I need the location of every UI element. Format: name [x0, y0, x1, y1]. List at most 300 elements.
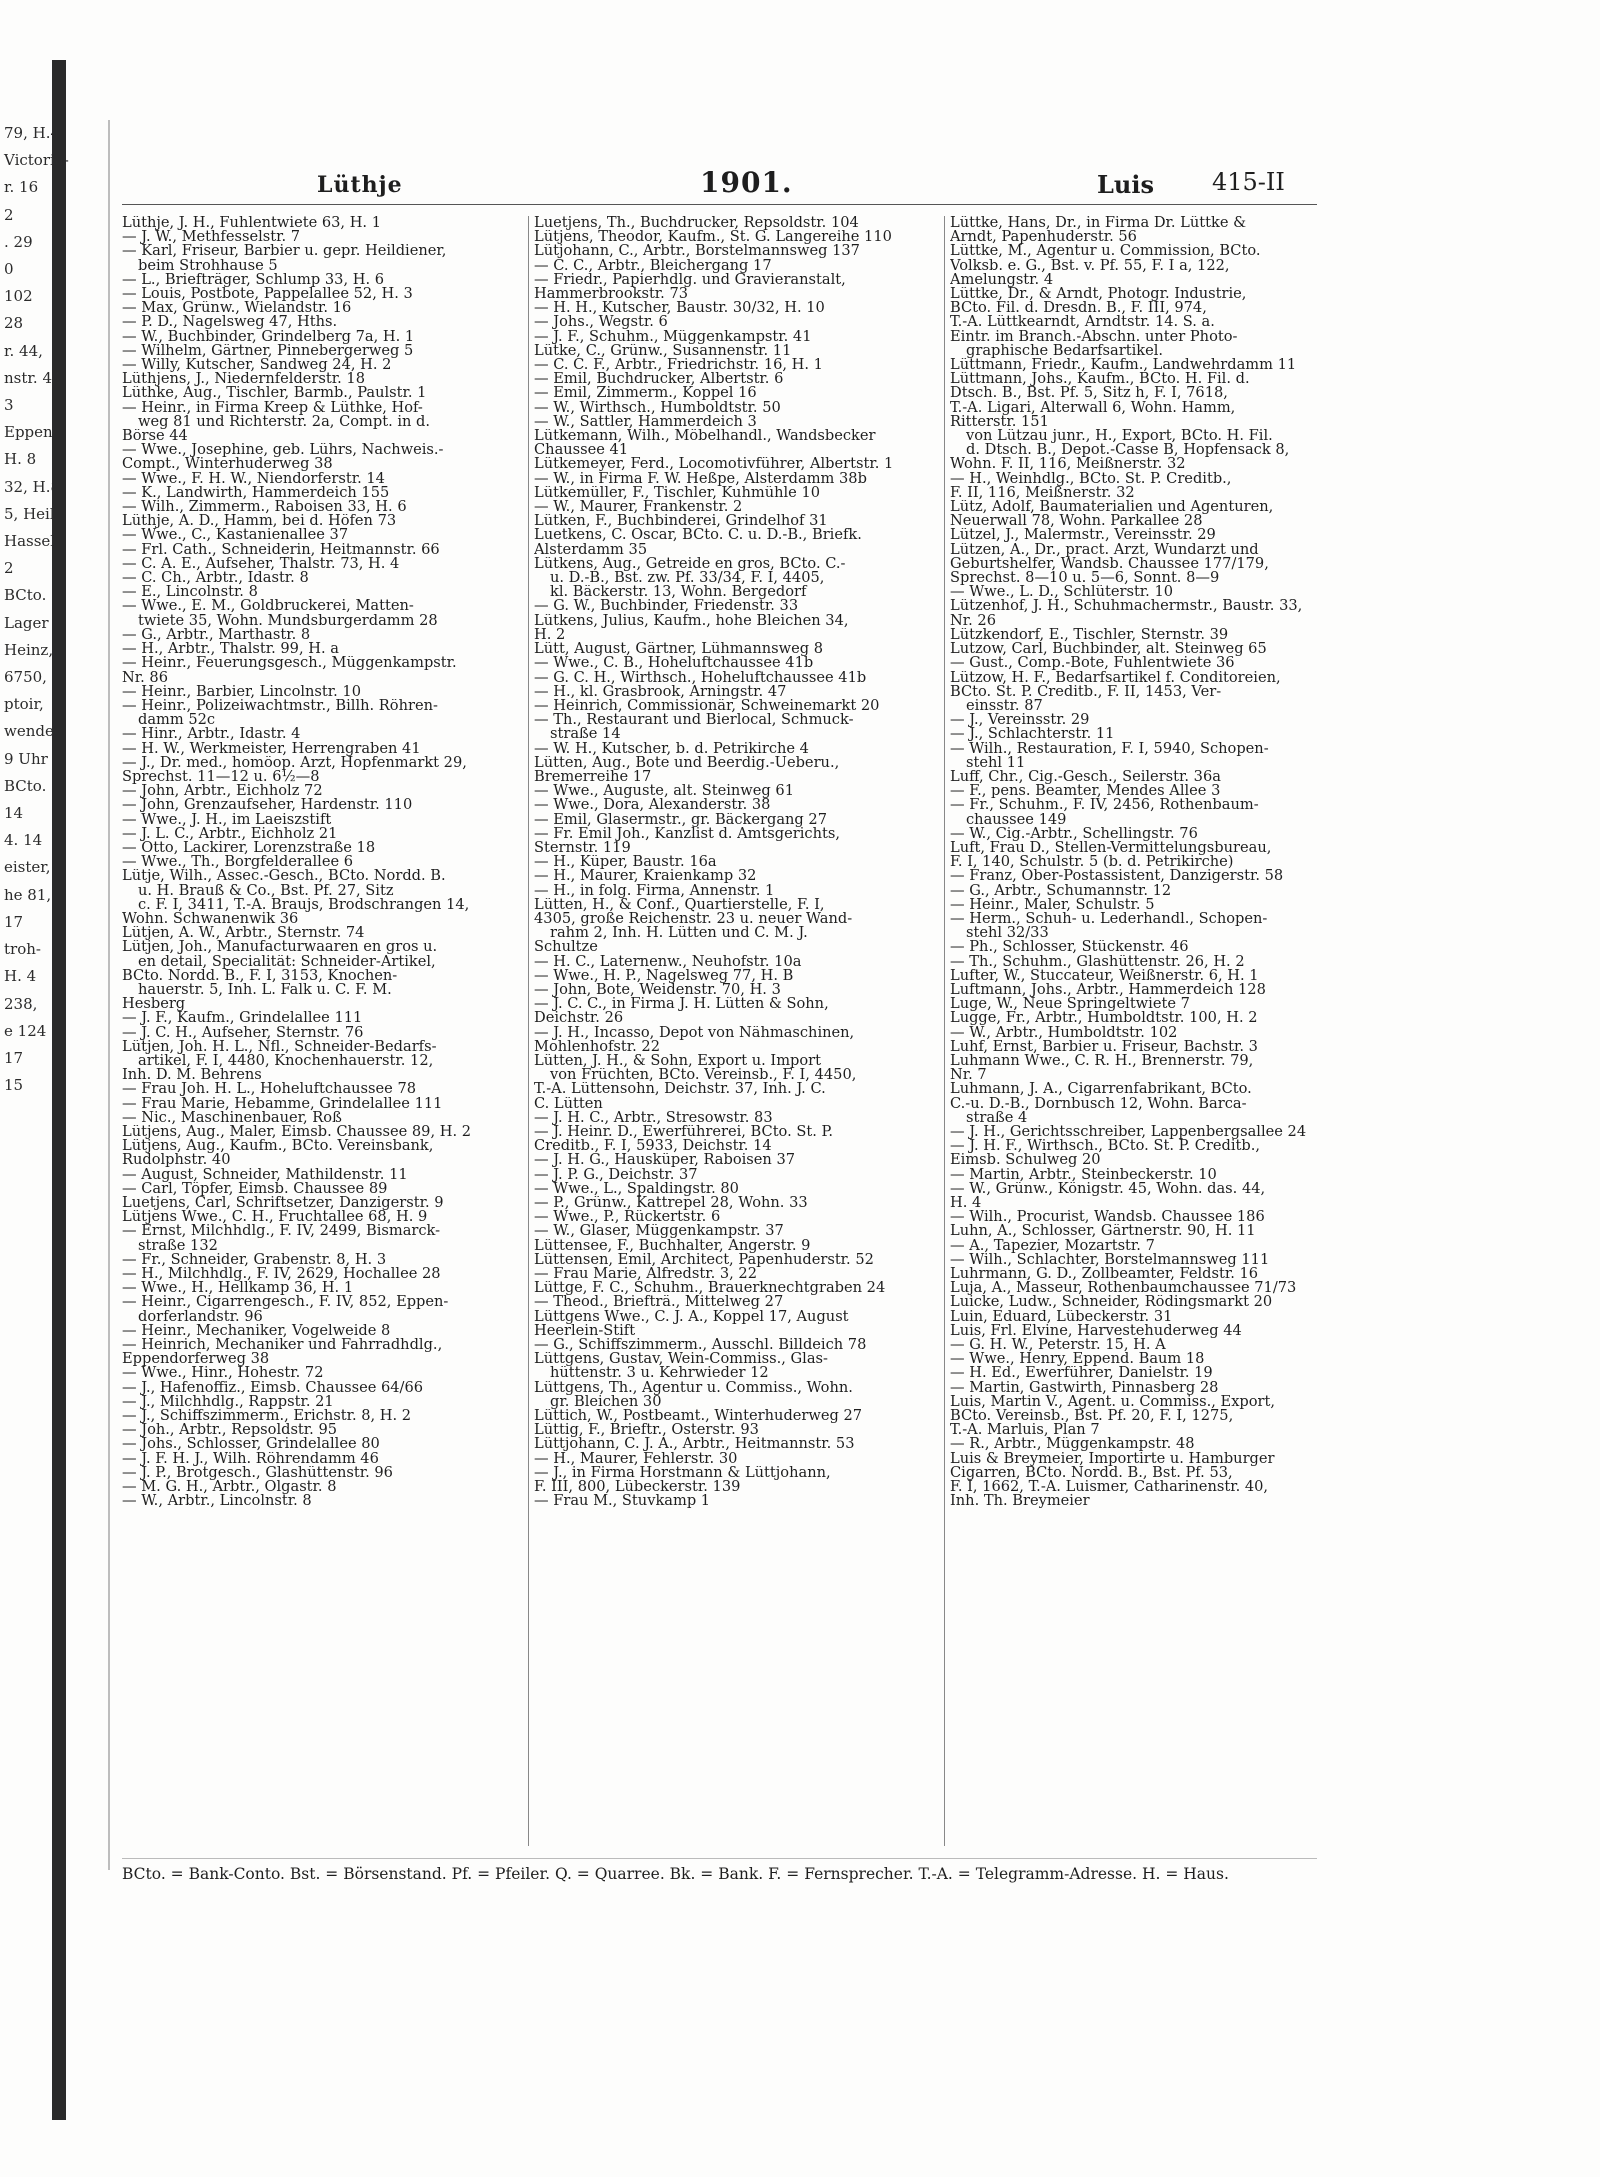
- directory-entry-line: Luhf, Ernst, Barbier u. Friseur, Bachstr. 3: [950, 1039, 1258, 1054]
- directory-entry-line: hauerstr. 5, Inh. L. Falk u. C. F. M.: [138, 982, 392, 998]
- directory-entry-line: — J. L. C., Arbtr., Eichholz 21: [122, 826, 338, 841]
- directory-entry-line: — H., Milchhdlg., F. IV, 2629, Hochallee 28: [122, 1267, 441, 1282]
- directory-entry-line: — J., Schlachterstr. 11: [950, 727, 1115, 742]
- directory-entry-line: — J. P. G., Deichstr. 37: [534, 1167, 698, 1182]
- directory-entry-line: — R., Arbtr., Müggenkampstr. 48: [950, 1437, 1195, 1452]
- directory-entry-line: Lütjens Wwe., C. H., Fruchtallee 68, H. 9: [122, 1210, 428, 1225]
- directory-entry-line: — Wwe., F. H. W., Niendorferstr. 14: [122, 471, 385, 486]
- directory-entry-line: — Heinr., in Firma Kreep & Lüthke, Hof-: [122, 400, 423, 415]
- directory-entry-line: kl. Bäckerstr. 13, Wohn. Bergedorf: [550, 585, 807, 600]
- directory-entry-line: — Wwe., Th., Borgfelderallee 6: [122, 855, 354, 870]
- directory-entry-line: — J., Hafenoffiz., Eimsb. Chaussee 64/66: [122, 1380, 424, 1395]
- directory-entry-line: Lüthje, A. D., Hamm, bei d. Höfen 73: [122, 514, 397, 529]
- directory-entry-line: weg 81 und Richterstr. 2a, Compt. in d.: [138, 414, 431, 430]
- directory-entry-line: gr. Bleichen 30: [550, 1394, 662, 1410]
- previous-page-fragment: troh-: [4, 940, 41, 959]
- directory-entry-line: — John, Bote, Weidenstr. 70, H. 3: [534, 982, 781, 998]
- directory-entry-line: — Frau M., Stuvkamp 1: [534, 1494, 711, 1509]
- directory-entry-line: Sprechst. 8—10 u. 5—6, Sonnt. 8—9: [950, 571, 1220, 586]
- directory-entry-line: — C. A. E., Aufseher, Thalstr. 73, H. 4: [122, 556, 400, 572]
- directory-entry-line: — Herm., Schuh- u. Lederhandl., Schopen-: [950, 911, 1268, 927]
- directory-entry-line: Wohn. F. II, 116, Meißnerstr. 32: [950, 457, 1186, 472]
- previous-page-fragment: he 81,: [4, 885, 52, 904]
- directory-entry-line: Eintr. im Branch.-Abschn. unter Photo-: [950, 329, 1238, 344]
- directory-entry-line: — H., Weinhdlg., BCto. St. P. Creditb.,: [950, 471, 1232, 486]
- directory-entry-line: Lützen, A., Dr., pract. Arzt, Wundarzt und: [950, 542, 1259, 557]
- directory-entry-line: — H., Küper, Baustr. 16a: [534, 855, 717, 870]
- directory-entry-line: — Heinr., Feuerungsgesch., Müggenkampstr.: [122, 656, 457, 671]
- directory-entry-line: Lützenhof, J. H., Schuhmachermstr., Baustr. 33,: [950, 599, 1303, 614]
- directory-entry-line: Lütje, Wilh., Assec.-Gesch., BCto. Nordd. B.: [122, 869, 446, 884]
- directory-entry-line: T.-A. Ligari, Alterwall 6, Wohn. Hamm,: [950, 400, 1236, 415]
- directory-entry-line: — Joh., Arbtr., Repsoldstr. 95: [122, 1423, 338, 1438]
- previous-page-fragment: Heinz,: [4, 640, 54, 659]
- directory-entry-line: Eppendorferweg 38: [122, 1352, 270, 1367]
- directory-entry-line: — Wwe., C. B., Hoheluftchaussee 41b: [534, 656, 814, 671]
- directory-entry-line: hüttenstr. 3 u. Kehrwieder 12: [550, 1366, 769, 1381]
- directory-entry-line: Nr. 26: [950, 613, 996, 628]
- previous-page-fragment: 28: [4, 314, 24, 333]
- previous-page-fragment: . 29: [4, 232, 33, 251]
- directory-entry-line: Neuerwall 78, Wohn. Parkallee 28: [950, 514, 1203, 529]
- directory-entry-line: Lütke, C., Grünw., Susannenstr. 11: [534, 343, 792, 359]
- previous-page-fragment: 15: [4, 1076, 24, 1095]
- directory-entry-line: Luhrmann, G. D., Zollbeamter, Feldstr. 16: [950, 1267, 1259, 1282]
- directory-entry-line: — Wwe., H., Hellkamp 36, H. 1: [122, 1281, 354, 1296]
- directory-entry-line: — Karl, Friseur, Barbier u. gepr. Heildiener,: [122, 244, 447, 259]
- directory-entry-line: — J. H., Gerichtsschreiber, Lappenbergsallee 24: [950, 1125, 1307, 1140]
- directory-entry-line: Arndt, Papenhuderstr. 56: [950, 230, 1137, 245]
- directory-entry-line: — Wwe., H. P., Nagelsweg 77, H. B: [534, 968, 794, 983]
- directory-entry-line: Luetjens, Th., Buchdrucker, Repsoldstr. 104: [534, 216, 859, 231]
- directory-entry-line: Lützkendorf, E., Tischler, Sternstr. 39: [950, 627, 1229, 643]
- directory-entry-line: — H. W., Werkmeister, Herrengraben 41: [122, 741, 421, 756]
- directory-entry-line: — Heinr., Mechaniker, Vogelweide 8: [122, 1323, 391, 1339]
- directory-entry-line: — H., in folg. Firma, Annenstr. 1: [534, 883, 775, 898]
- directory-entry-line: — Frl. Cath., Schneiderin, Heitmannstr. 66: [122, 542, 440, 557]
- directory-entry-line: — H. H., Kutscher, Baustr. 30/32, H. 10: [534, 301, 825, 316]
- directory-entry-line: — Hinr., Arbtr., Idastr. 4: [122, 727, 301, 742]
- directory-entry-line: — J. H. C., Arbtr., Stresowstr. 83: [534, 1110, 773, 1125]
- directory-entry-line: Lütkemann, Wilh., Möbelhandl., Wandsbecker: [534, 429, 876, 444]
- directory-entry-line: — Emil, Glasermstr., gr. Bäckergang 27: [534, 812, 827, 827]
- previous-page-fragment: 0: [4, 260, 14, 279]
- directory-entry-line: straße 4: [966, 1110, 1028, 1125]
- directory-entry-line: Lüttensee, F., Buchhalter, Angerstr. 9: [534, 1238, 811, 1253]
- directory-entry-line: straße 132: [138, 1238, 218, 1253]
- directory-entry-line: Mohlenhofstr. 22: [534, 1039, 660, 1054]
- directory-entry-line: Hammerbrookstr. 73: [534, 287, 689, 302]
- header-year: 1901.: [700, 166, 793, 199]
- directory-entry-line: Lüttmann, Friedr., Kaufm., Landwehrdamm 11: [950, 358, 1297, 373]
- directory-entry-line: Luis, Martin V., Agent. u. Commiss., Export,: [950, 1394, 1276, 1410]
- directory-entry-line: Volksb. e. G., Bst. v. Pf. 55, F. I a, 122,: [950, 258, 1230, 273]
- directory-entry-line: Chaussee 41: [534, 443, 629, 458]
- directory-entry-line: Luin, Eduard, Lübeckerstr. 31: [950, 1309, 1173, 1324]
- directory-entry-line: — Wwe., Henry, Eppend. Baum 18: [950, 1352, 1205, 1367]
- directory-entry-line: 4305, große Reichenstr. 23 u. neuer Wand-: [534, 911, 853, 927]
- directory-entry-line: — Frau Marie, Hebamme, Grindelallee 111: [122, 1096, 443, 1111]
- previous-page-fragment: r. 16: [4, 178, 39, 197]
- directory-entry-line: — Franz, Ober-Postassistent, Danzigerstr. 58: [950, 869, 1284, 884]
- directory-entry-line: — Wwe., Josephine, geb. Lührs, Nachweis.-: [122, 443, 444, 458]
- directory-entry-line: en detail, Specialität: Schneider-Artikel,: [138, 954, 436, 969]
- directory-entry-line: — Wwe., J. H., im Laeiszstift: [122, 812, 332, 827]
- previous-page-fragment: H. 4: [4, 967, 37, 986]
- previous-page-fragment: Lager: [4, 613, 49, 632]
- directory-entry-line: Lütten, H., & Conf., Quartierstelle, F. I,: [534, 897, 825, 912]
- directory-entry-line: Lütken, F., Buchbinderei, Grindelhof 31: [534, 514, 828, 529]
- directory-entry-line: Lütjen, Joh., Manufacturwaaren en gros u.: [122, 940, 438, 955]
- directory-entry-line: — W. H., Kutscher, b. d. Petrikirche 4: [534, 741, 809, 756]
- directory-entry-line: — Wwe., L. D., Schlüterstr. 10: [950, 585, 1174, 600]
- directory-entry-line: Luetjens, Carl, Schriftsetzer, Danzigerstr. 9: [122, 1196, 444, 1211]
- directory-entry-line: — J. F., Schuhm., Müggenkampstr. 41: [534, 329, 812, 344]
- directory-entry-line: — Frau Joh. H. L., Hoheluftchaussee 78: [122, 1082, 417, 1097]
- directory-entry-line: Lütjens, Aug., Maler, Eimsb. Chaussee 89, H. 2: [122, 1125, 472, 1140]
- directory-entry-line: — Johs., Schlosser, Grindelallee 80: [122, 1437, 380, 1452]
- directory-entry-line: Deichstr. 26: [534, 1011, 624, 1026]
- directory-entry-line: Eimsb. Schulweg 20: [950, 1153, 1101, 1168]
- directory-entry-line: BCto. Nordd. B., F. I, 3153, Knochen-: [122, 968, 398, 983]
- directory-entry-line: — J. H. F., Wirthsch., BCto. St. P. Creditb.,: [950, 1139, 1261, 1154]
- directory-entry-line: — J. Heinr. D., Ewerführerei, BCto. St. P.: [534, 1125, 834, 1140]
- directory-entry-line: — Wilh., Restauration, F. I, 5940, Schopen-: [950, 741, 1269, 756]
- directory-entry-line: — J. F. H. J., Wilh. Röhrendamm 46: [122, 1451, 379, 1466]
- directory-entry-line: — W., in Firma F. W. Heßpe, Alsterdamm 38b: [534, 471, 867, 486]
- directory-entry-line: Lütten, J. H., & Sohn, Export u. Import: [534, 1053, 822, 1069]
- directory-entry-line: chaussee 149: [966, 812, 1067, 827]
- directory-entry-line: Amelungstr. 4: [950, 272, 1054, 288]
- directory-entry-line: — August, Schneider, Mathildenstr. 11: [122, 1167, 408, 1182]
- directory-entry-line: — P., Grünw., Kattrepel 28, Wohn. 33: [534, 1196, 808, 1211]
- page-header: [122, 158, 1317, 205]
- directory-entry-line: — J., Milchhdlg., Rappstr. 21: [122, 1394, 334, 1410]
- previous-page-fragment: 2: [4, 559, 14, 578]
- directory-entry-line: — Max, Grünw., Wielandstr. 16: [122, 301, 352, 316]
- directory-entry-line: c. F. I, 3411, T.-A. Braujs, Brodschrangen 14,: [138, 897, 470, 912]
- previous-page-fragment: Hassel-: [4, 532, 61, 551]
- directory-entry-line: — Frau Marie, Alfredstr. 3, 22: [534, 1267, 757, 1282]
- directory-entry-line: Cigarren, BCto. Nordd. B., Bst. Pf. 53,: [950, 1465, 1233, 1481]
- directory-entry-line: BCto. Vereinsb., Bst. Pf. 20, F. I, 1275,: [950, 1409, 1234, 1424]
- directory-entry-line: — Emil, Zimmerm., Koppel 16: [534, 386, 757, 401]
- directory-entry-line: Lütkemüller, F., Tischler, Kuhmühle 10: [534, 485, 821, 501]
- directory-entry-line: — J. F., Kaufm., Grindelallee 111: [122, 1011, 363, 1026]
- directory-entry-line: — Heinrich, Commissionär, Schweinemarkt 20: [534, 698, 880, 714]
- directory-entry-line: — J. C. C., in Firma J. H. Lütten & Sohn,: [534, 997, 829, 1012]
- column-middle: [534, 216, 939, 1846]
- directory-entry-line: Lütkens, Julius, Kaufm., hohe Bleichen 34,: [534, 613, 849, 628]
- directory-entry-line: — Th., Schuhm., Glashüttenstr. 26, H. 2: [950, 954, 1245, 969]
- directory-entry-line: Bremerreihe 17: [534, 769, 652, 785]
- directory-entry-line: Nr. 7: [950, 1068, 987, 1083]
- directory-entry-line: — A., Tapezier, Mozartstr. 7: [950, 1238, 1155, 1253]
- directory-entry-line: artikel, F. I, 4480, Knochenhauerstr. 12,: [138, 1053, 434, 1069]
- directory-entry-line: C. Lütten: [534, 1096, 603, 1111]
- directory-entry-line: — Wwe., Auguste, alt. Steinweg 61: [534, 784, 794, 799]
- directory-entry-line: F. I, 1662, T.-A. Luismer, Catharinenstr. 40,: [950, 1480, 1269, 1495]
- previous-page-fragment: ptoir,: [4, 695, 44, 714]
- directory-entry-line: Lüttke, M., Agentur u. Commission, BCto.: [950, 244, 1261, 259]
- directory-entry-line: — H., Arbtr., Thalstr. 99, H. a: [122, 642, 339, 657]
- previous-page-fragment: 2: [4, 205, 14, 224]
- directory-entry-line: — P. D., Nagelsweg 47, Hths.: [122, 315, 338, 330]
- directory-entry-line: Luja, A., Masseur, Rothenbaumchaussee 71/73: [950, 1281, 1297, 1296]
- previous-page-fragment: r. 44,: [4, 341, 43, 360]
- directory-entry-line: — G., Arbtr., Schumannstr. 12: [950, 883, 1172, 898]
- directory-entry-line: — Ph., Schlosser, Stückenstr. 46: [950, 940, 1189, 955]
- directory-entry-line: BCto. St. P. Creditb., F. II, 1453, Ver-: [950, 684, 1222, 699]
- directory-entry-line: — Wilh., Schlachter, Borstelmannsweg 111: [950, 1252, 1270, 1268]
- directory-entry-line: — W., Cig.-Arbtr., Schellingstr. 76: [950, 826, 1198, 841]
- directory-entry-line: — Heinrich, Mechaniker und Fahrradhdlg.,: [122, 1338, 443, 1353]
- directory-entry-line: — E., Lincolnstr. 8: [122, 585, 258, 600]
- previous-page-fragment: Victoria-: [4, 151, 69, 170]
- directory-entry-line: F. III, 800, Lübeckerstr. 139: [534, 1480, 741, 1495]
- directory-entry-line: beim Strohhause 5: [138, 258, 278, 273]
- column-right: [950, 216, 1316, 1846]
- directory-entry-line: Sternstr. 119: [534, 840, 631, 856]
- directory-entry-line: — J., Schiffszimmerm., Erichstr. 8, H. 2: [122, 1409, 412, 1424]
- directory-entry-line: — J. H. G., Hausküper, Raboisen 37: [534, 1153, 796, 1168]
- directory-entry-line: — Louis, Postbote, Pappelallee 52, H. 3: [122, 287, 413, 302]
- directory-entry-line: stehl 11: [966, 755, 1026, 770]
- header-left-catchword: Lüthje: [317, 172, 403, 198]
- previous-page-fragment: 102: [4, 287, 33, 306]
- page-number: 415-II: [1212, 168, 1285, 196]
- directory-entry-line: — Otto, Lackirer, Lorenzstraße 18: [122, 840, 376, 856]
- directory-entry-line: F. I, 140, Schulstr. 5 (b. d. Petrikirche): [950, 855, 1234, 870]
- directory-entry-line: — Johs., Wegstr. 6: [534, 315, 668, 330]
- directory-entry-line: Lüttke, Dr., & Arndt, Photogr. Industrie,: [950, 287, 1247, 302]
- directory-entry-line: Inh. Th. Breymeier: [950, 1494, 1090, 1509]
- directory-entry-line: Lüttgens, Gustav, Wein-Commiss., Glas-: [534, 1352, 828, 1367]
- directory-entry-line: Luis, Frl. Elvine, Harvestehuderweg 44: [950, 1323, 1242, 1339]
- directory-entry-line: Lüthke, Aug., Tischler, Barmb., Paulstr. 1: [122, 386, 427, 401]
- directory-entry-line: — J. C. H., Aufseher, Sternstr. 76: [122, 1025, 364, 1040]
- directory-entry-line: graphische Bedarfsartikel.: [966, 343, 1164, 359]
- directory-entry-line: — W., Arbtr., Lincolnstr. 8: [122, 1494, 312, 1509]
- directory-entry-line: dorferlandstr. 96: [138, 1309, 263, 1324]
- directory-entry-line: Lüttgens Wwe., C. J. A., Koppel 17, August: [534, 1309, 849, 1324]
- previous-page-fragment: 9 Uhr: [4, 749, 48, 768]
- directory-entry-line: — Heinr., Barbier, Lincolnstr. 10: [122, 684, 362, 699]
- columns-container: [122, 216, 1317, 1846]
- directory-entry-line: — F., pens. Beamter, Mendes Allee 3: [950, 784, 1221, 799]
- directory-entry-line: — Th., Restaurant und Bierlocal, Schmuck-: [534, 713, 854, 728]
- directory-entry-line: — J. P., Brotgesch., Glashüttenstr. 96: [122, 1465, 393, 1481]
- directory-entry-line: — H., Maurer, Kraienkamp 32: [534, 869, 757, 884]
- directory-entry-line: — J., in Firma Horstmann & Lüttjohann,: [534, 1465, 831, 1481]
- directory-entry-line: Luis & Breymeier, Importirte u. Hamburger: [950, 1451, 1275, 1466]
- directory-entry-line: Wohn. Schwanenwik 36: [122, 911, 299, 927]
- previous-page-fragment: wendeg: [4, 722, 64, 741]
- directory-entry-line: — Wilh., Procurist, Wandsb. Chaussee 186: [950, 1210, 1265, 1225]
- directory-entry-line: Lütjen, A. W., Arbtr., Sternstr. 74: [122, 926, 365, 941]
- directory-entry-line: — L., Briefträger, Schlump 33, H. 6: [122, 272, 385, 288]
- directory-entry-line: Lütz, Adolf, Baumaterialien und Agenturen,: [950, 500, 1274, 515]
- directory-entry-line: einsstr. 87: [966, 698, 1043, 714]
- directory-entry-line: — W., Arbtr., Humboldtstr. 102: [950, 1025, 1178, 1040]
- directory-entry-line: Lutzow, Carl, Buchbinder, alt. Steinweg 65: [950, 642, 1267, 657]
- previous-page-fragment: eister,: [4, 858, 51, 877]
- directory-entry-line: Creditb., F. I, 5933, Deichstr. 14: [534, 1139, 772, 1154]
- directory-entry-line: Luhmann Wwe., C. R. H., Brennerstr. 79,: [950, 1053, 1254, 1069]
- directory-entry-line: — H., kl. Grasbrook, Arningstr. 47: [534, 684, 787, 699]
- directory-entry-line: Lüthje, J. H., Fuhlentwiete 63, H. 1: [122, 216, 381, 231]
- directory-entry-line: u. H. Brauß & Co., Bst. Pf. 27, Sitz: [138, 883, 394, 898]
- directory-entry-line: — Heinr., Polizeiwachtmstr., Billh. Röhren-: [122, 698, 438, 714]
- directory-entry-line: Luhmann, J. A., Cigarrenfabrikant, BCto.: [950, 1082, 1252, 1097]
- directory-entry-line: — Wwe., C., Kastanienallee 37: [122, 528, 349, 543]
- directory-entry-line: Lüttke, Hans, Dr., in Firma Dr. Lüttke &: [950, 216, 1247, 231]
- directory-entry-line: Lüthjens, J., Niedernfelderstr. 18: [122, 372, 365, 387]
- directory-entry-line: Lüttjohann, C. J. A., Arbtr., Heitmannstr. 53: [534, 1437, 855, 1452]
- directory-entry-line: — W., Wirthsch., Humboldtstr. 50: [534, 400, 781, 415]
- header-right-catchword: Luis: [1097, 170, 1154, 199]
- directory-entry-line: — G. H. W., Peterstr. 15, H. A: [950, 1338, 1166, 1353]
- directory-entry-line: von Lützau junr., H., Export, BCto. H. Fil.: [966, 429, 1273, 444]
- directory-entry-line: — W., Glaser, Müggenkampstr. 37: [534, 1224, 784, 1239]
- previous-page-fragment: 17: [4, 1048, 24, 1067]
- directory-entry-line: Lüttgens, Th., Agentur u. Commiss., Wohn.: [534, 1380, 853, 1395]
- directory-entry-line: Lütten, Aug., Bote und Beerdig.-Ueberu.,: [534, 755, 840, 770]
- directory-entry-line: — C. C. F., Arbtr., Friedrichstr. 16, H. 1: [534, 358, 823, 373]
- previous-page-fragment: 17: [4, 912, 24, 931]
- previous-page-fragment: Eppen-: [4, 423, 58, 442]
- directory-entry-line: Börse 44: [122, 429, 188, 444]
- abbreviation-legend: BCto. = Bank-Conto. Bst. = Börsenstand. Pf. = Pfeiler. Q. = Quarree. Bk. = Bank. F. = Fernsprecher. T.-A. = Telegramm-Adresse. H. = Haus.: [122, 1858, 1317, 1883]
- directory-entry-line: H. 4: [950, 1196, 982, 1211]
- previous-page-fragment: 5, Heil-: [4, 504, 60, 523]
- directory-entry-line: Lütt, August, Gärtner, Lühmannsweg 8: [534, 642, 824, 657]
- previous-page-fragment: BCto.: [4, 776, 47, 795]
- column-left: [122, 216, 524, 1846]
- directory-entry-line: F. II, 116, Meißnerstr. 32: [950, 485, 1135, 501]
- directory-entry-line: Lütjohann, C., Arbtr., Borstelmannsweg 137: [534, 244, 860, 259]
- previous-page-fragment: e 124: [4, 1021, 47, 1040]
- directory-entry-line: u. D.-B., Bst. zw. Pf. 33/34, F. I, 4405,: [550, 571, 825, 586]
- directory-entry-line: — Fr., Schneider, Grabenstr. 8, H. 3: [122, 1252, 387, 1268]
- directory-entry-line: Lufter, W., Stuccateur, Weißnerstr. 6, H. 1: [950, 968, 1259, 983]
- previous-page-fragment: 3: [4, 396, 14, 415]
- directory-entry-line: T.-A. Marluis, Plan 7: [950, 1423, 1100, 1438]
- directory-entry-line: — Carl, Töpfer, Eimsb. Chaussee 89: [122, 1181, 388, 1197]
- directory-entry-line: von Früchten, BCto. Vereinsb., F. I, 4450,: [550, 1068, 857, 1083]
- directory-entry-line: — M. G. H., Arbtr., Olgastr. 8: [122, 1480, 337, 1495]
- previous-page-fragment: 79, H.4: [4, 124, 61, 142]
- directory-entry-line: Dtsch. B., Bst. Pf. 5, Sitz h, F. I, 7618,: [950, 386, 1228, 401]
- directory-entry-line: Luftmann, Johs., Arbtr., Hammerdeich 128: [950, 982, 1266, 998]
- directory-entry-line: rahm 2, Inh. H. Lütten und C. M. J.: [550, 926, 808, 941]
- directory-entry-line: Lütjens, Aug., Kaufm., BCto. Vereinsbank,: [122, 1139, 434, 1154]
- directory-entry-line: Lüttensen, Emil, Architect, Papenhuderstr. 52: [534, 1252, 874, 1268]
- directory-entry-line: Lütkemeyer, Ferd., Locomotivführer, Albertstr. 1: [534, 457, 894, 472]
- directory-entry-line: Schultze: [534, 940, 598, 955]
- directory-entry-line: Compt., Winterhuderweg 38: [122, 457, 333, 472]
- directory-entry-line: T.-A. Lüttensohn, Deichstr. 37, Inh. J. C.: [534, 1082, 826, 1097]
- directory-entry-line: Lüttge, F. C., Schuhm., Brauerknechtgraben 24: [534, 1281, 886, 1296]
- directory-entry-line: Lugge, Fr., Arbtr., Humboldtstr. 100, H. 2: [950, 1011, 1258, 1026]
- directory-entry-line: — Gust., Comp.-Bote, Fuhlentwiete 36: [950, 656, 1235, 671]
- directory-entry-line: — J., Dr. med., homöop. Arzt, Hopfenmarkt 29,: [122, 755, 467, 770]
- directory-entry-line: damm 52c: [138, 713, 216, 728]
- previous-page-fragment: nstr. 44: [4, 368, 62, 387]
- directory-entry-line: — Willy, Kutscher, Sandweg 24, H. 2: [122, 358, 392, 373]
- directory-entry-line: — Martin, Gastwirth, Pinnasberg 28: [950, 1380, 1219, 1395]
- directory-entry-line: straße 14: [550, 727, 621, 742]
- directory-entry-line: — John, Grenzaufseher, Hardenstr. 110: [122, 798, 413, 813]
- directory-entry-line: — Fr. Emil Joh., Kanzlist d. Amtsgerichts,: [534, 826, 840, 841]
- directory-entry-line: — Ernst, Milchhdlg., F. IV, 2499, Bismarck-: [122, 1224, 441, 1239]
- directory-entry-line: Luff, Chr., Cig.-Gesch., Seilerstr. 36a: [950, 769, 1221, 785]
- directory-entry-line: — G., Arbtr., Marthastr. 8: [122, 627, 311, 643]
- previous-page-fragment: 238,: [4, 994, 38, 1013]
- previous-page-fragment: 32, H.8: [4, 477, 61, 496]
- directory-entry-line: Lütjens, Theodor, Kaufm., St. G. Langereihe 110: [534, 230, 892, 245]
- directory-entry-line: — Heinr., Maler, Schulstr. 5: [950, 897, 1155, 912]
- directory-entry-line: Lüttich, W., Postbeamt., Winterhuderweg 27: [534, 1409, 863, 1424]
- directory-entry-line: — G. W., Buchbinder, Friedenstr. 33: [534, 599, 799, 614]
- directory-entry-line: stehl 32/33: [966, 926, 1049, 941]
- directory-entry-line: Luhn, A., Schlosser, Gärtnerstr. 90, H. 11: [950, 1224, 1256, 1239]
- directory-entry-line: Lütkens, Aug., Getreide en gros, BCto. C.-: [534, 556, 846, 572]
- directory-entry-line: — W., Maurer, Frankenstr. 2: [534, 500, 743, 515]
- directory-entry-line: — G., Schiffszimmerm., Ausschl. Billdeich 78: [534, 1338, 867, 1353]
- directory-entry-line: Luicke, Ludw., Schneider, Rödingsmarkt 20: [950, 1295, 1273, 1310]
- directory-entry-line: — H., Maurer, Fehlerstr. 30: [534, 1451, 738, 1466]
- directory-entry-line: — W., Buchbinder, Grindelberg 7a, H. 1: [122, 329, 415, 344]
- directory-entry-line: — Friedr., Papierhdlg. und Gravieranstalt,: [534, 272, 846, 288]
- directory-entry-line: — Theod., Briefträ., Mittelweg 27: [534, 1295, 784, 1310]
- previous-page-fragment: 4. 14: [4, 831, 43, 850]
- directory-page: [122, 158, 1317, 1898]
- directory-entry-line: — Fr., Schuhm., F. IV, 2456, Rothenbaum-: [950, 798, 1259, 813]
- directory-entry-line: Alsterdamm 35: [534, 542, 648, 557]
- directory-entry-line: C.-u. D.-B., Dornbusch 12, Wohn. Barca-: [950, 1096, 1247, 1111]
- directory-entry-line: Sprechst. 11—12 u. 6½—8: [122, 769, 320, 785]
- directory-entry-line: — Nic., Maschinenbauer, Roß: [122, 1110, 342, 1125]
- directory-entry-line: Lütjen, Joh. H. L., Nfl., Schneider-Bedarfs-: [122, 1039, 437, 1054]
- directory-entry-line: Nr. 86: [122, 670, 168, 685]
- directory-entry-line: — W., Grünw., Königstr. 45, Wohn. das. 44,: [950, 1181, 1266, 1197]
- directory-entry-line: — C. C., Arbtr., Bleichergang 17: [534, 258, 772, 273]
- directory-entry-line: — John, Arbtr., Eichholz 72: [122, 784, 323, 799]
- directory-entry-line: Rudolphstr. 40: [122, 1153, 231, 1168]
- directory-entry-line: — Emil, Buchdrucker, Albertstr. 6: [534, 372, 784, 387]
- directory-entry-line: — C. Ch., Arbtr., Idastr. 8: [122, 571, 309, 586]
- directory-entry-line: Luft, Frau D., Stellen-Vermittelungsbureau,: [950, 840, 1272, 856]
- directory-entry-line: BCto. Fil. d. Dresdn. B., F. III, 974,: [950, 301, 1207, 316]
- previous-page-fragment: BCto.: [4, 586, 47, 605]
- directory-entry-line: Heerlein-Stift: [534, 1323, 636, 1339]
- directory-entry-line: Hesberg: [122, 997, 186, 1012]
- directory-entry-line: H. 2: [534, 627, 566, 643]
- directory-entry-line: — K., Landwirth, Hammerdeich 155: [122, 485, 390, 501]
- directory-entry-line: — Martin, Arbtr., Steinbeckerstr. 10: [950, 1167, 1217, 1182]
- directory-entry-line: Lützow, H. F., Bedarfsartikel f. Conditoreien,: [950, 670, 1281, 685]
- directory-entry-line: Ritterstr. 151: [950, 414, 1049, 430]
- directory-entry-line: d. Dtsch. B., Depot.-Casse B, Hopfensack 8,: [966, 443, 1290, 458]
- directory-entry-line: — W., Sattler, Hammerdeich 3: [534, 414, 757, 430]
- directory-entry-line: T.-A. Lüttkearndt, Arndtstr. 14. S. a.: [950, 315, 1215, 330]
- previous-page-fragment: H. 8: [4, 450, 37, 469]
- directory-entry-line: Inh. D. M. Behrens: [122, 1068, 262, 1083]
- directory-entry-line: — Wwe., P., Rückertstr. 6: [534, 1210, 721, 1225]
- directory-entry-line: — J. H., Incasso, Depot von Nähmaschinen,: [534, 1025, 855, 1040]
- directory-entry-line: — Wilhelm, Gärtner, Pinnebergerweg 5: [122, 343, 414, 359]
